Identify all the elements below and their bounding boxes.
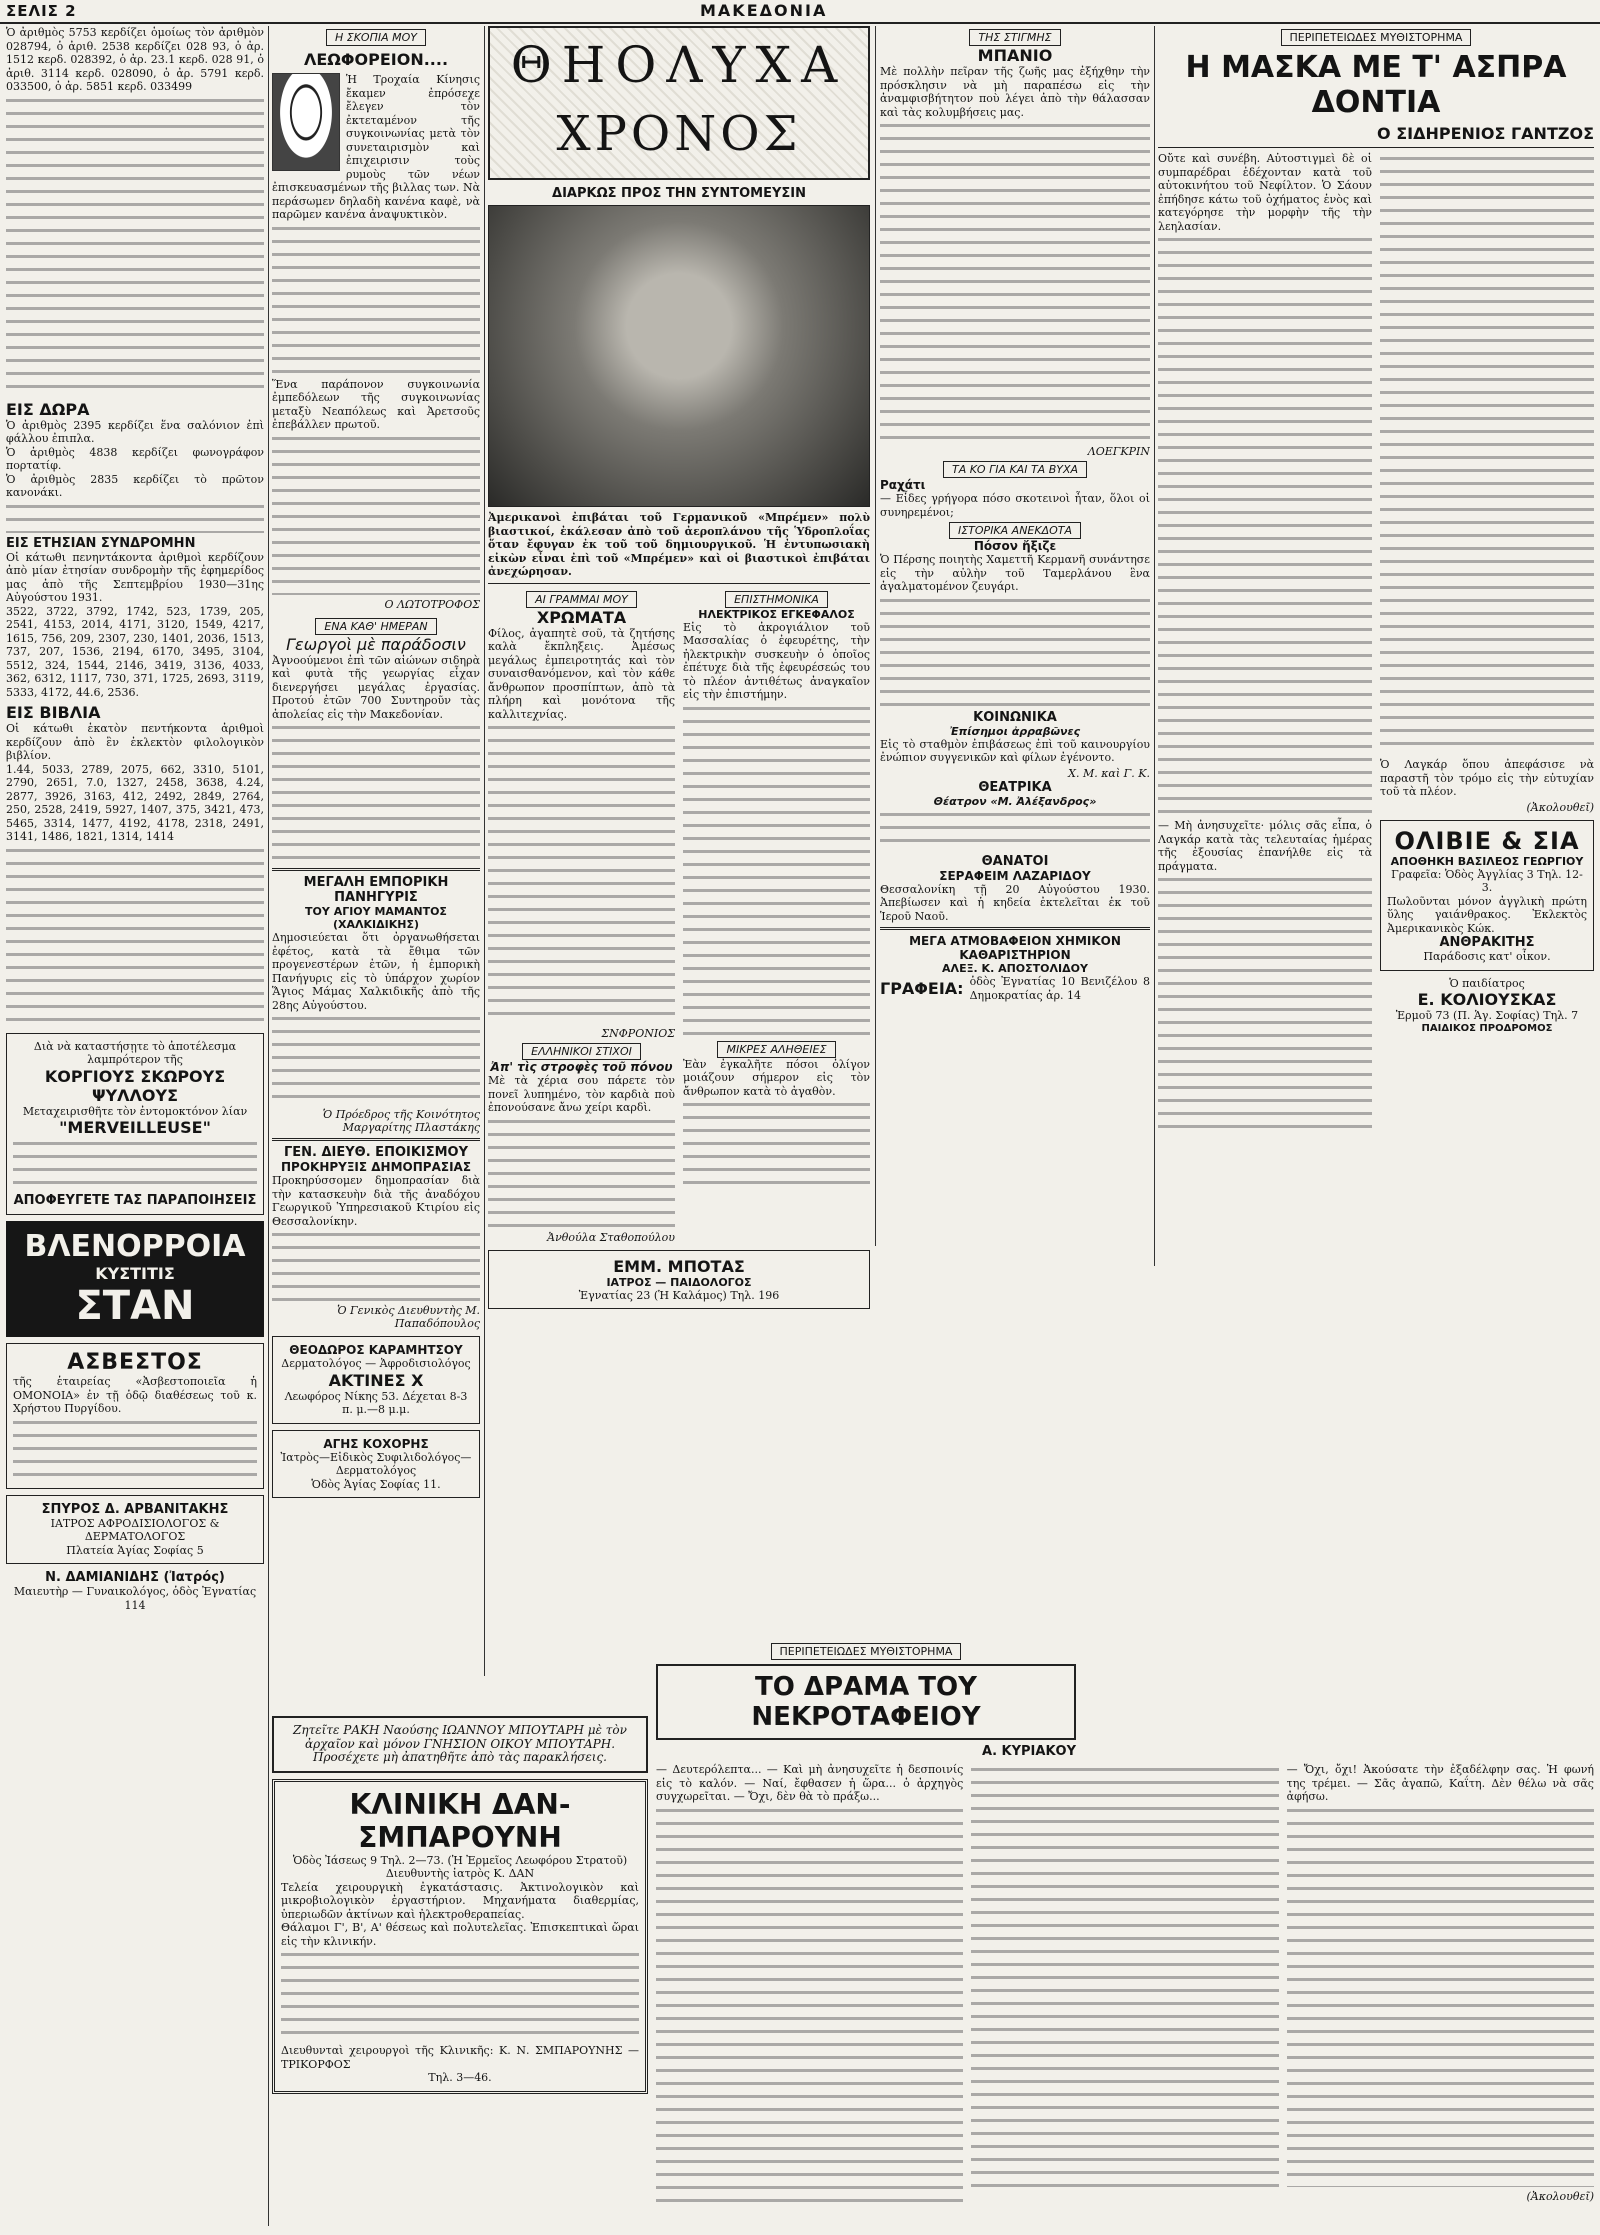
books-numbers: 1.44, 5033, 2789, 2075, 662, 3310, 5101, 2790, 2651, 7.0, 1327, 2458, 3638, 4.24, 2877, 3926, 3163, 412, 2492, 2849, 2764, 250, 2528, 2419, 5927, 1407, 375, 3421, 473, 5465, 3314, 1477, 4192, 4178, 2318, 2491, 3141, 1486, 1821, 1314, 1414 xyxy=(6,762,264,843)
settlement-text: Προκηρύσσομεν δημοπρασίαν διὰ τὴν κατασκευὴν διὰ τῆς ἀναδόχου Γεωργικοῦ Ὑπηρεσιακοῦ Κτιρίου εἰς Θεσσαλονίκην. xyxy=(272,1174,480,1228)
serial2-section xyxy=(656,1640,1594,2210)
ad-damianides-sub: Μαιευτὴρ — Γυναικολόγος, ὁδὸς Ἐγνατίας 114 xyxy=(13,1585,257,1612)
clinic-addr: Ὁδὸς Ἰάσεως 9 Τηλ. 2—73. (Ἡ Ἐρμεῖος Λεωφόρου Στρατοῦ) Διευθυντὴς ἰατρὸς Κ. ΔΑΝ xyxy=(292,1853,628,1880)
text-filler xyxy=(1158,876,1372,1136)
text-filler xyxy=(272,1231,480,1301)
text-filler xyxy=(272,1015,480,1105)
caricature-illustration xyxy=(272,73,340,171)
eis-dora-title: ΕΙΣ ΔΩΡΑ xyxy=(6,399,90,419)
ad-stan xyxy=(6,1221,264,1337)
electric-brain-text: Εἰς τὸ ἀκρογιάλιον τοῦ Μασσαλίας ὁ ἐφευρέτης, τὴν ἡλεκτρικὴν συσκευὴν ὁ ὁποῖος ἐπέτυχε διὰ τῆς ἐφευρέσεώς του τὸ πλέον ἀντιθέτως ἀναγκαῖον εἰς τὴν ἐπιστήμην. xyxy=(683,620,870,701)
annuity-title: ΕΙΣ ΕΤΗΣΙΑΝ ΣΥΝΔΡΟΜΗΝ xyxy=(6,535,196,551)
serial-text-3: Ὁ Λαγκάρ ὅπου ἀπεφάσισε νὰ παραστῆ τὸν τρόμο εἰς τὴν εὐτυχίαν τοῦ τὰ πλέον. xyxy=(1380,758,1594,798)
lottery-number-list xyxy=(6,97,264,397)
ad-kochoris-role: Ἰατρὸς—Εἰδικὸς Συφιλιδολόγος—Δερματολόγος xyxy=(280,1450,472,1477)
ad-korgios xyxy=(6,1033,264,1216)
serial2-text: — Δευτερόλεπτα... — Καὶ μὴ ἀνησυχεῖτε ἡ δεσποινίς εἰς τὸ καλόν. — Ναί, ἔφθασεν ἡ ὥρα... ὁ ἀρχηγὸς συγχωρεῖται. — Ὄχι, δὲν θὰ τὸ πράξω... xyxy=(656,1763,964,1803)
column-skopia xyxy=(272,26,480,1706)
ad-karamitsou-addr: Λεωφόρος Νίκης 53. Δέχεται 8-3 π. μ.—8 μ.μ. xyxy=(284,1389,468,1416)
text-filler xyxy=(971,1766,1278,2196)
ad-olivie xyxy=(1380,820,1594,971)
serial-text: Οὔτε καὶ συνέβη. Αὐτοστιγμεὶ δὲ οἱ συμπαρέδραι ἐδέχονταν κατὰ τοῦ αὐτοκινήτου τοῦ Νεφίλτον. Ὁ Σάουν ἐπήδησε κάτω τοῦ ὀχήματος ἑνὸς καὶ κατεγόρησε τὴν μορφὴν τῆς τὴν λεηλασίαν. xyxy=(1158,152,1372,233)
koinonika-tag: ΚΟΙΝΩΝΙΚΑ xyxy=(973,709,1057,725)
xromata-text: Φίλος, ἀγαπητὲ σοῦ, τὰ ζητήσης καλὰ ἔκπληξεις. Ἀμέσως μεγάλως ἐμπειροτητάς καὶ τὸν συναισθανόμενον, καὶ τὸν κάθε ἄνθρωπον προσπίπτων, ἀπὸ τὰ πλήρη καὶ μονότονα τῆς καλλιτεχνίας. xyxy=(488,626,675,721)
ad-korgios-intro: Διὰ νὰ καταστήσῃτε τὸ ἀποτέλεσμα λαμπρότερον τῆς xyxy=(33,1039,237,1066)
electric-brain-title: ΗΛΕΚΤΡΙΚΟΣ ΕΓΚΕΦΑΛΟΣ xyxy=(698,607,855,621)
text-filler xyxy=(281,1951,639,2041)
ad-kochoris-addr: Ὁδὸς Ἁγίας Σοφίας 11. xyxy=(311,1477,441,1491)
ad-raki-text: Ζητεῖτε ΡΑΚΗ Ναούσης ΙΩΑΝΝΟΥ ΜΠΟΥΤΑΡΗ μὲ τὸν ἀρχαῖον καὶ μόνον ΓΝΗΣΙΟΝ ΟΙΚΟΥ ΜΠΟΥΤΑΡΗ. Προσέχετε μὴ ἀπατηθῆτε ἀπὸ τὰς παρακλήσεις. xyxy=(293,1723,627,1764)
bottom-ads xyxy=(272,1710,648,2100)
fair-subtitle: ΤΟΥ ΑΓΙΟΥ ΜΑΜΑΝΤΟΣ (ΧΑΛΚΙΔΙΚΗΣ) xyxy=(305,905,447,931)
skopia-signature: Ο ΛΩΤΟΤΡΟΦΟΣ xyxy=(384,597,480,611)
ad-olivie-coal: ΑΝΘΡΑΚΙΤΗΣ xyxy=(1439,935,1535,950)
theatro-title: Θέατρον «Μ. Ἀλέξανδρος» xyxy=(933,794,1097,808)
ad-koliouskas-role: Ὁ παιδίατρος xyxy=(1449,976,1525,990)
thanatoi-tag: ΘΑΝΑΤΟΙ xyxy=(981,853,1049,869)
ad-olivie-coal-sub: Παράδοσις κατ' οἶκον. xyxy=(1423,950,1551,963)
ad-atmo-label: ΓΡΑΦΕΙΑ: xyxy=(880,979,964,998)
ad-olivie-addr: Γραφεῖα: Ὁδὸς Ἀγγλίας 3 Τηλ. 12-3. xyxy=(1391,867,1583,894)
text-filler xyxy=(13,1419,257,1479)
serial-tag: ΠΕΡΙΠΕΤΕΙΩΔΕΣ ΜΥΘΙΣΤΟΡΗΜΑ xyxy=(1281,29,1472,46)
serial2-author: Α. ΚΥΡΙΑΚΟΥ xyxy=(982,1744,1076,1759)
ad-atmo-title: ΜΕΓΑ ΑΤΜΟΒΑΦΕΙΟΝ ΧΗΜΙΚΟΝ ΚΑΘΑΡΙΣΤΗΡΙΟΝ xyxy=(909,934,1121,962)
clinic-title: ΚΛΙΝΙΚΗ ΔΑΝ-ΣΜΠΑΡΟΥΝΗ xyxy=(349,1787,571,1854)
ad-botas xyxy=(488,1250,870,1310)
istorika-tag: ΙΣΤΟΡΙΚΑ ΑΝΕΚΔΟΤΑ xyxy=(949,522,1081,539)
poem-text: Μὲ τὰ χέρια σου πάρετε τὸν πονεῖ λυπημένο, τὸν καρδιὰ ποὺ ἐπονούσανε ἄνω χείρι καρδὶ. xyxy=(488,1074,675,1114)
serial-author: Ο ΣΙΔΗΡΕΝΙΟΣ ΓΑΝΤΖΟΣ xyxy=(1377,124,1594,143)
daily-tag: ΕΝΑ ΚΑΘ' ΗΜΕΡΑΝ xyxy=(315,618,436,635)
skopia-text: Ἡ Τροχαία Κίνησις ἔκαμεν ἐπρόσεχε ἔλεγεν τὸν ἐκτεταμένον τῆς συγκοινωνίας μετὰ τὸν συνεταιρισμὸν καὶ ἐπιχειρισιν τοὺς ρυμοὺς τῶν νέων ἐπισκευασμένων τῆς βιλλας των. Νὰ περάσωμεν δηλαδὴ κανένα καφὲ, νὰ παρῶμεν κανένα ἀναψυκτικὸν. xyxy=(272,73,480,221)
serial2-title: ΤΟ ΔΡΑΜΑ ΤΟΥ ΝΕΚΡΟΤΑΦΕΙΟΥ xyxy=(656,1664,1076,1740)
fair-text: Δημοσιεύεται ὅτι ὀργανωθήσεται ἐφέτος, κατὰ τὰ ἔθιμα τῶν προγενεστέρων ἐτῶν, ἡ ἐμπορικὴ Πανήγυρις εἰς τὸ ὑπάρχον χωρίον Ἅγιος Μάμας Χαλκιδικῆς ἀπὸ τῆς 28ης Αὐγούστου. xyxy=(272,931,480,1012)
settlement-signature: Ὁ Γενικὸς Διευθυντὴς Μ. Παπαδόπουλος xyxy=(337,1304,480,1330)
column-rule xyxy=(1154,26,1155,1266)
ad-clinic xyxy=(272,1779,648,2094)
ad-olivie-text: Πωλοῦνται μόνον ἀγγλικὴ πρώτη ὕλης γαιάνθρακος. Ἐκλεκτὸς Ἀμερικανικὸς Κώκ. xyxy=(1387,894,1587,935)
farmers-title: Γεωργοὶ μὲ παράδοσιν xyxy=(286,634,466,654)
xromata-signature: ΣΝΦΡΟΝΙΟΣ xyxy=(601,1027,675,1040)
arrav-title: Ἐπίσημοι ἀρραβῶνες xyxy=(949,724,1081,738)
clinic-rooms: Θάλαμοι Γ', Β', Α' θέσεως καὶ πολυτελεῖας. Ἐπισκεπτικαὶ ὥραι εἰς τὴν κλινικήν. xyxy=(281,1921,639,1948)
skopia-title: ΛΕΩΦΟΡΕΙΟΝ.... xyxy=(303,50,449,69)
ad-karamitsou-name: ΘΕΟΔΩΡΟΣ ΚΑΡΑΜΗΤΣΟΥ xyxy=(289,1343,463,1357)
ad-karamitsou-role: Δερματολόγος — Ἀφροδισιολόγος xyxy=(281,1357,471,1370)
ad-doctor-role: ΙΑΤΡΟΣ ΑΦΡΟΔΙΣΙΟΛΟΓΟΣ & ΔΕΡΜΑΤΟΛΟΓΟΣ xyxy=(50,1516,220,1543)
raxati-text: — Εἶδες γρήγορα πόσο σκοτεινοὶ ἦταν, ὅλοι οἱ συνηρεμένοι; xyxy=(880,492,1150,519)
text-filler xyxy=(1380,155,1594,755)
seaplane-photo xyxy=(488,205,870,507)
raxati-title: Ραχάτι xyxy=(880,478,926,492)
serial-title: Η ΜΑΣΚΑ ΜΕ Τ' ΑΣΠΡΑ ΔΟΝΤΙΑ xyxy=(1185,50,1567,120)
books-number-list xyxy=(6,847,264,1027)
grammai-tag: ΑΙ ΓΡΑΜΜΑΙ ΜΟΥ xyxy=(526,591,637,608)
lottery-intro: Ὁ ἀριθμὸς 5753 κερδίζει ὁμοίως τὸν ἀριθμὸν 028794, ὁ ἀριθ. 2538 κερδίζει 028 93, ὁ ἀρ. 1512 κερδ. 028392, ὁ ἀρ. 23.1 κερδ. 028 91, ὁ ἀριθ. 3114 κερδ. 028090, ὁ ἀρ. 5791 κερδ. 033500, ὁ ἀρ. 5851 κερδ. 033499 xyxy=(6,26,264,93)
masthead: ΜΑΚΕΔΟΝΙΑ xyxy=(700,1,828,20)
serial-text-2: — Μὴ ἀνησυχεῖτε· μόλις σᾶς εἶπα, ὁ Λαγκάρ κατὰ τὰς τελευταίας ἡμέρας τῆς ἐξουσίας ἐπανήλθε εἰς τὰ πράγματα. xyxy=(1158,819,1372,873)
text-filler xyxy=(656,1807,963,2207)
text-filler xyxy=(6,503,264,533)
ad-asbestos-title: ΑΣΒΕΣΤΟΣ xyxy=(67,1350,203,1375)
clinic-phone: Τηλ. 3—46. xyxy=(428,2071,492,2084)
text-filler xyxy=(880,597,1150,707)
ad-doctor-arvanitakis xyxy=(6,1495,264,1565)
ad-stan-title: ΒΛΕΝΟΡΡΟΙΑ xyxy=(24,1229,246,1264)
eis-dora-2: Ὁ ἀριθμὸς 4838 κερδίζει φωνογράφον πορτατίφ. xyxy=(6,445,264,472)
mikres-text: Ἐὰν ἐγκαλῆτε πόσοι ὀλίγον μοιάζουν σήμερον εἰς τὸν ἄνθρωπον κατὰ τὸ ἀγαθὸν. xyxy=(683,1057,870,1098)
poem-title: Ἀπ' τὶς στροφὲς τοῦ πόνου xyxy=(490,1060,673,1074)
text-filler xyxy=(488,724,675,1024)
skopia-tag: Η ΣΚΟΠΙΑ ΜΟΥ xyxy=(326,29,426,46)
text-filler xyxy=(488,1118,675,1228)
death-text: Θεσσαλονίκη τῇ 20 Αὐγούστου 1930. Ἀπεβίωσεν καὶ ἡ κηδεία ἐκτελεῖται ἐκ τοῦ Ἱεροῦ Ναοῦ. xyxy=(880,882,1150,923)
chronos-logo-line1: ΘΗΟΛΥΧΑ xyxy=(510,36,848,94)
column-rule xyxy=(484,26,485,1676)
ad-stan-sub: ΚΥΣΤΙΤΙΣ xyxy=(95,1264,175,1283)
arrav-signature: Χ. Μ. καὶ Γ. Κ. xyxy=(1068,766,1150,780)
stigmis-tag: ΤΗΣ ΣΤΙΓΜΗΣ xyxy=(969,29,1060,46)
ad-karamitsou-xray: ΑΚΤΙΝΕΣ Χ xyxy=(328,1370,424,1390)
epistimonika-tag: ΕΠΙΣΤΗΜΟΝΙΚΑ xyxy=(725,591,828,608)
text-filler xyxy=(683,1101,870,1191)
column-lottery xyxy=(6,26,264,2226)
ad-atmo-owner: ΑΛΕΞ. Κ. ΑΠΟΣΤΟΛΙΔΟΥ xyxy=(942,962,1088,975)
ad-botas-name: ΕΜΜ. ΜΠΟΤΑΣ xyxy=(613,1256,745,1276)
mikres-tag: ΜΙΚΡΕΣ ΑΛΗΘΕΙΕΣ xyxy=(717,1041,835,1058)
annuity-text: Οἱ κάτωθι πενηντάκοντα ἀριθμοὶ κερδίζουν ἀπὸ μίαν ἐτησίαν συνδρομὴν τῆς ἐφημερίδος μας ἀπὸ τῆς Σεπτεμβρίου 1930—31ης Αὐγούστου 1931. xyxy=(6,550,264,604)
ad-asbestos-text: τῆς ἑταιρείας «Ἀσβεστοποιεῖα ἡ ΟΜΟΝΟΙΑ» ἐν τῇ ὁδῷ διαθέσεως τοῦ κ. Χρήστου Πυργίδου. xyxy=(13,1375,257,1415)
ad-koliouskas-sub: ΠΑΙΔΙΚΟΣ ΠΡΟΔΡΟΜΟΣ xyxy=(1421,1022,1553,1034)
chronos-logo-line2: ΧΡΟΝΟΣ xyxy=(556,106,802,162)
mpanio-title: ΜΠΑΝΙΟ xyxy=(977,46,1053,65)
arrav-text: Εἰς τὸ σταθμὸν ἐπιβάσεως ἐπὶ τοῦ καινουργίου ἐνώπιον συγγενικῶν καὶ φίλων ἐγένοντο. xyxy=(880,737,1150,764)
ad-doctor-name: ΣΠΥΡΟΣ Δ. ΑΡΒΑΝΙΤΑΚΗΣ xyxy=(41,1501,229,1517)
death-name: ΣΕΡΑΦΕΙΜ ΛΑΖΑΡΙΔΟΥ xyxy=(939,868,1091,883)
ad-asbestos xyxy=(6,1343,264,1489)
text-filler xyxy=(1158,236,1372,816)
page-header xyxy=(0,0,1600,24)
ad-olivie-title: ΟΛΙΒΙΕ & ΣΙΑ xyxy=(1394,826,1580,855)
serial2-continue: (Ἀκολουθεῖ) xyxy=(1526,2189,1594,2203)
text-filler xyxy=(272,225,480,375)
poso-title: Πόσον ἤξιζε xyxy=(973,539,1057,553)
text-filler xyxy=(880,122,1150,442)
text-filler xyxy=(13,1140,257,1190)
page-label: ΣΕΛΙΣ 2 xyxy=(6,2,77,20)
gia-gela-tag: ΤΑ ΚΟ ΓΙΑ ΚΑΙ ΤΑ ΒΥΧΑ xyxy=(943,461,1087,478)
ad-olivie-sub: ΑΠΟΘΗΚΗ ΒΑΣΙΛΕΟΣ ΓΕΩΡΓΙΟΥ xyxy=(1390,854,1584,868)
ad-koliouskas-addr: Ἑρμοῦ 73 (Π. Ἁγ. Σοφίας) Τηλ. 7 xyxy=(1395,1009,1579,1022)
ad-damianides-name: Ν. ΔΑΜΙΑΝΙΔΗΣ (Ἰατρός) xyxy=(45,1570,225,1585)
eis-dora-3: Ὁ ἀριθμὸς 2835 κερδίζει τὸ πρῶτον κανονάκι. xyxy=(6,472,264,499)
chronos-logo xyxy=(488,26,870,180)
settlement-title: ΓΕΝ. ΔΙΕΥΘ. ΕΠΟΙΚΙΣΜΟΥ xyxy=(283,1145,469,1160)
column-rule xyxy=(875,26,876,1246)
photo-caption: Ἀμερικανοὶ ἐπιβάται τοῦ Γερμανικοῦ «Μπρέμεν» πολὺ βιαστικοί, ἐκάλεσαν ἀπὸ τοῦ ἀεροπλάνου τῆς Ὑδροπλοΐας ὅταν ἔφυγαν ἐκ τοῦ τοῦ δημιουργικοῦ. Ἡ ἐντυπωσιακὴ εἰκὼν εἶναι ἐπὶ τοῦ «Μπρέμεν» καὶ οἱ βιαστικοὶ ἐπιβάται ἀνεχώρησαν. xyxy=(488,511,870,578)
ad-stan-brand: ΣΤΑΝ xyxy=(75,1283,195,1329)
text-filler xyxy=(880,811,1150,851)
serial-continue: (Ἀκολουθεῖ) xyxy=(1526,800,1594,814)
ad-koliouskas-name: Ε. ΚΟΛΙΟΥΣΚΑΣ xyxy=(1417,990,1557,1009)
column-stigmis xyxy=(880,26,1150,1246)
ad-doctor-addr: Πλατεία Ἁγίας Σοφίας 5 xyxy=(66,1543,204,1557)
annuity-numbers: 3522, 3722, 3792, 1742, 523, 1739, 205, 2541, 4153, 2014, 4171, 3120, 1549, 4217, 1615, 756, 209, 2307, 230, 1401, 2036, 1513, 737, 207, 1536, 2194, 6170, 3495, 3104, 5512, 324, 1544, 2146, 3419, 3136, 4033, 362, 6312, 1117, 730, 371, 1725, 2693, 3119, 5333, 4172, 44.6, 2536. xyxy=(6,604,264,699)
ad-korgios-sub: Μεταχειρισθῆτε τὸν ἐντομοκτόνον λίαν xyxy=(22,1104,248,1118)
serial2-tag: ΠΕΡΙΠΕΤΕΙΩΔΕΣ ΜΥΘΙΣΤΟΡΗΜΑ xyxy=(771,1643,962,1660)
ad-botas-role: ΙΑΤΡΟΣ — ΠΑΙΔΟΛΟΓΟΣ xyxy=(606,1275,752,1289)
ad-atmo-addr: ὁδὸς Ἐγνατίας 10 Βενιζέλου 8 Δημοκρατίας ἀρ. 14 xyxy=(969,975,1150,1002)
fair-signature: Ὁ Πρόεδρος τῆς Κοινότητος Μαργαρίτης Πλαστάκης xyxy=(322,1108,480,1134)
books-text: Οἱ κάτωθι ἑκατὸν πεντήκοντα ἀριθμοὶ κερδίζουν ἀπὸ ἓν ἐκλεκτὸν φιλολογικὸν βιβλίον. xyxy=(6,722,264,762)
ad-korgios-brand: "MERVEILLEUSE" xyxy=(59,1118,211,1137)
ad-botas-addr: Ἐγνατίας 23 (Ἡ Καλάμος) Τηλ. 196 xyxy=(578,1288,780,1302)
fair-title: ΜΕΓΑΛΗ ΕΜΠΟΡΙΚΗ ΠΑΝΗΓΥΡΙΣ xyxy=(303,875,449,905)
eis-dora-1: Ὁ ἀριθμὸς 2395 κερδίζει ἕνα σαλόνιον ἐπὶ φάλλου ἐπιπλα. xyxy=(6,418,264,445)
column-rule xyxy=(268,26,269,2226)
theatrika-tag: ΘΕΑΤΡΙΚΑ xyxy=(978,779,1052,795)
ad-korgios-warning: ΑΠΟΦΕΥΓΕΤΕ ΤΑΣ ΠΑΡΑΠΟΙΗΣΕΙΣ xyxy=(13,1193,257,1208)
clinic-directors: Διευθυνταὶ χειρουργοὶ τῆς Κλινικῆς: Κ. Ν. ΣΜΠΑΡΟΥΝΗΣ — ΤΡΙΚΟΡΦΟΣ xyxy=(281,2044,639,2071)
skopia-text-2: Ἕνα παράπονον συγκοινωνία ἐμπεδόλεων τῆς συγκοινωνίας μεταξὺ Νεαπόλεως καὶ Ἀρετσοῦς ἐπεβάλλεν πρωτοῦ. xyxy=(272,377,480,431)
text-filler xyxy=(1287,1807,1594,2187)
ad-koliouskas xyxy=(1380,977,1594,1034)
ad-kochoris-name: ΑΓΗΣ ΚΟΧΟΡΗΣ xyxy=(323,1436,429,1451)
text-filler xyxy=(683,705,870,1035)
poso-text: Ὁ Πέρσης ποιητὴς Χαμεττῆ Κερμανῆ συνάντησε εἰς τὴν αὐλὴν τοῦ Ταμερλάνου ἓνα ἀγαλματομένον ζευγάρι. xyxy=(880,553,1150,593)
xromata-title: ΧΡΩΜΑΤΑ xyxy=(536,607,627,627)
column-chronos xyxy=(488,26,870,1666)
settlement-subtitle: ΠΡΟΚΗΡΥΞΙΣ ΔΗΜΟΠΡΑΣΙΑΣ xyxy=(280,1160,472,1174)
mpanio-text: Μὲ πολλὴν πεῖραν τῆς ζωῆς μας ἐξήχθην τὴν πρόσκλησιν νὰ μὴ παραπέσω εἰς τὴν ἀναμφισβήτητον ποὺ λέγει ἀπὸ τὴν θάλασσαν καὶ τὰς κολυμβήσεις μας. xyxy=(880,65,1150,119)
ad-korgios-name: ΚΟΡΓΙΟΥΣ ΣΚΩΡΟΥΣ ΨΥΛΛΟΥΣ xyxy=(44,1066,226,1105)
mpanio-signature: ΛΟΕΓΚΡΙΝ xyxy=(1087,445,1150,458)
books-title: ΕΙΣ ΒΙΒΛΙΑ xyxy=(6,703,101,722)
ad-kochoris xyxy=(272,1430,480,1499)
chronos-headline: ΔΙΑΡΚΩΣ ΠΡΟΣ ΤΗΝ ΣΥΝΤΟΜΕΥΣΙΝ xyxy=(552,186,806,201)
poet-name: Ἀνθούλα Σταθοπούλου xyxy=(547,1230,675,1244)
text-filler xyxy=(272,435,480,595)
column-serial xyxy=(1158,26,1594,1266)
text-filler xyxy=(272,724,480,864)
clinic-text: Τελεία χειρουργικὴ ἐγκατάστασις. Ἀκτινολογικὸν καὶ μικροβιολογικὸν ἐργαστήριον. Μηχανήματα διαθερμίας, ὑπεριωδῶν ἀκτίνων καὶ ἠλεκτροθεραπείας. xyxy=(281,1880,639,1921)
farmers-text: Ἀγνοούμενοι ἐπὶ τῶν αἰώνων σιδηρὰ καὶ φυτὰ τῆς γεωργίας εἶχαν διενεργήσει μεγάλας ἐργασίας. Προτού ἐτῶν 700 Συντηροῦν τὰς ἀπολείας εἰς τὴν Μακεδονίαν. xyxy=(272,653,480,721)
serial2-text-2: — Ὄχι, ὄχι! Ἀκούσατε τὴν ἐξαδέλφην σας. Ἡ φωνή της τρέμει. — Σᾶς ἀγαπῶ, Καΐτη. Δὲν θέλω νὰ σᾶς ἀφήσω. xyxy=(1286,1763,1594,1803)
ad-raki xyxy=(272,1716,648,1773)
ad-damianides xyxy=(6,1570,264,1612)
stixos-tag: ΕΛΛΗΝΙΚΟΙ ΣΤΙΧΟΙ xyxy=(522,1043,641,1060)
ad-karamitsou xyxy=(272,1336,480,1424)
